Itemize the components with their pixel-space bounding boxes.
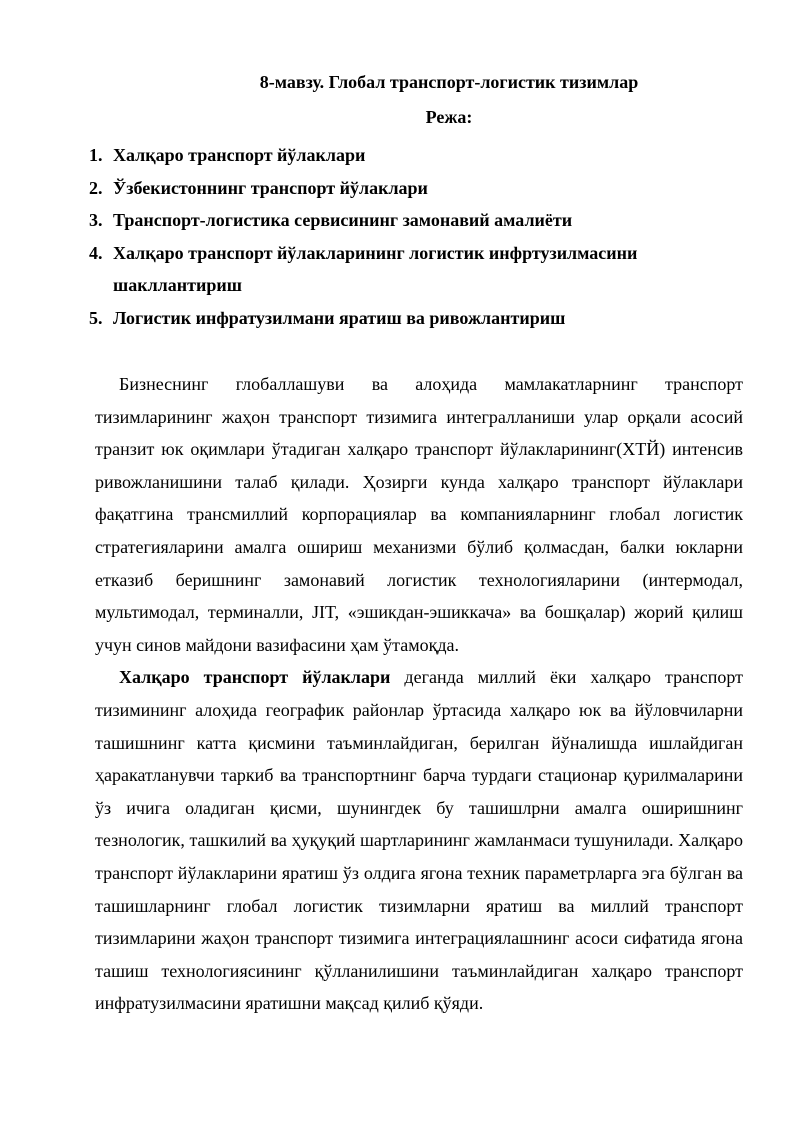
plan-item-number: 2. [89,177,103,198]
plan-item-text: Транспорт-логистика сервисининг замонавий амалиёти [113,210,573,230]
plan-item-text: Ўзбекистоннинг транспорт йўлаклари [113,177,428,198]
plan-item [89,139,743,172]
plan-item [89,302,743,335]
plan-list [89,139,743,334]
plan-item [89,172,743,205]
plan-item [89,237,743,302]
plan-item-number: 5. [89,307,103,328]
plan-item-text: Халқаро транспорт йўлакларининг логистик инфртузилмасини шакллантириш [113,242,638,295]
plan-item [89,204,743,237]
document-title: 8-мавзу. Глобал транспорт-логистик тизимлар [259,72,639,92]
plan-item-number: 1. [89,145,103,165]
plan-heading: Режа: [425,107,473,127]
term-highlight: Халқаро транспорт йўлаклари [119,667,391,688]
body-paragraph: Бизнеснинг глобаллашуви ва алоҳида мамлакатларнинг транспорт тизимларининг жаҳон транспорт тизимига интегралланиши улар орқали асосий транзит юк оқимлари ўтадиган халқаро транспорт йўлакларининг(ХТЙ) интенсив ривожланишини талаб қилади. Ҳозирги кунда халқаро транспорт йўлаклари фақатгина трансмиллий корпорациялар ва компанияларнинг глобал логистик стратегияларини амалга ошириш механизми бўлиб қолмасдан, балки юкларни етказиб беришнинг замонавий логистик технологияларини (интермодал, мультимодал, терминалли, JIT, «эшикдан-эшиккача» ва бошқалар) жорий қилиш учун синов майдони вазифасини ҳам ўтамоқда. [95,374,743,655]
plan-item-number: 4. [89,242,103,263]
body-paragraph [95,661,743,1020]
document-page [89,70,743,1020]
paragraph-text: деганда миллий ёки халқаро транспорт тизимининг алоҳида географик районлар ўртасида халқаро юк ва йўловчиларни ташишнинг катта қисмини таъминлайдиган, берилган йўналишда ишлайдиган ҳаракатланувчи таркиб ва транспортнинг барча турдаги стационар қурилмаларини ўз ичига оладиган қисми, шунингдек бу ташишлрни амалга оширишнинг тезнологик, ташкилий ва ҳуқуқий шартларининг жамланмаси тушунилади. Халқаро транспорт йўлакларини яратиш ўз олдига ягона техник параметрларга эга бўлган ва ташишларнинг глобал логистик тизимларни яратиш ва миллий транспорт тизимларини жаҳон транспорт тизимига интеграциялашнинг асоси сифатида ягона ташиш технологиясининг қўлланилишини таъминлайдиган халқаро транспорт инфратузилмасини яратишни мақсад қилиб қўяди. [95,667,743,1014]
plan-item-number: 3. [89,210,103,230]
plan-item-text: Халқаро транспорт йўлаклари [113,145,366,165]
plan-item-text: Логистик инфратузилмани яратиш ва ривожлантириш [113,307,566,328]
